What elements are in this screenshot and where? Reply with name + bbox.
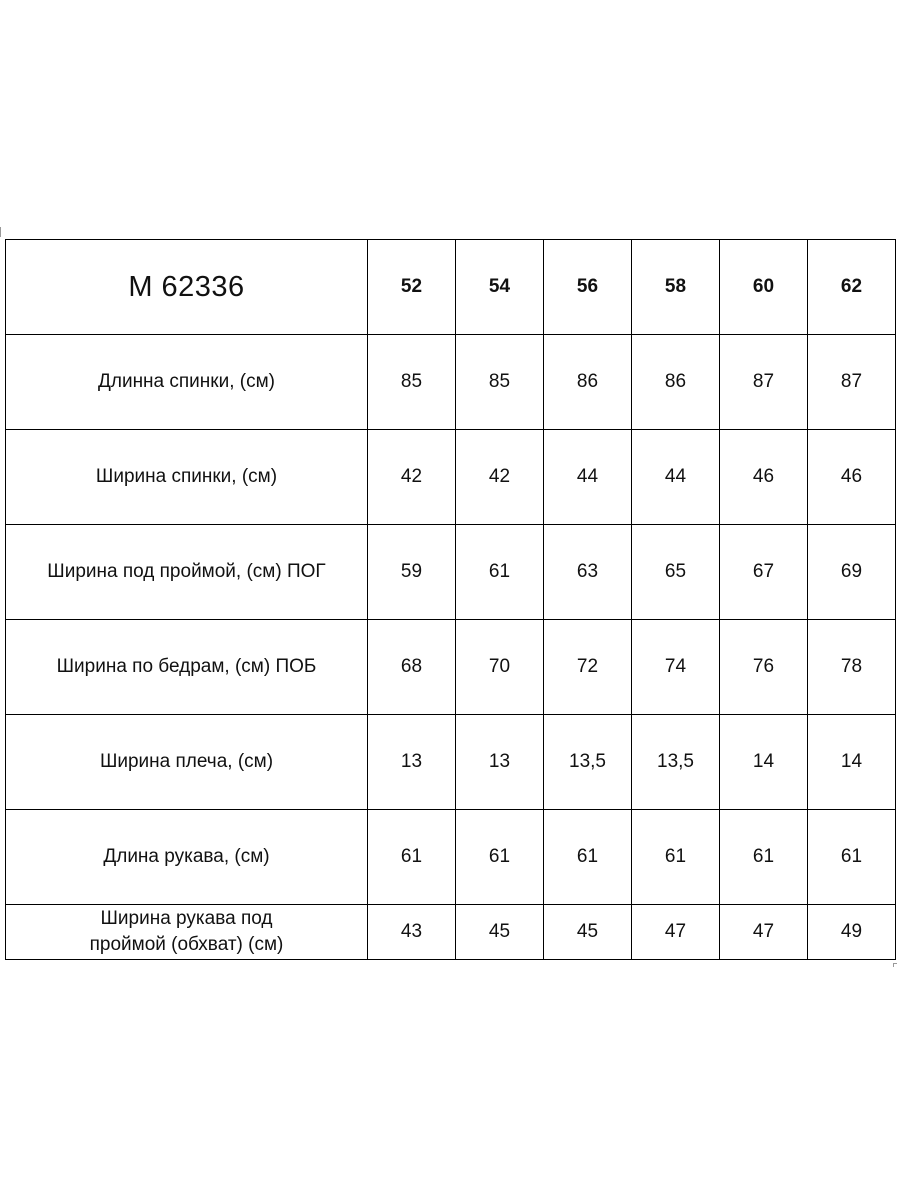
cell-value: 68: [400, 656, 423, 677]
value-cell: [720, 335, 808, 430]
cell-value: 13: [488, 751, 511, 772]
value-cell: [632, 430, 720, 525]
row-label: Длина рукава, (см): [103, 846, 270, 867]
row-label-cell: [6, 335, 368, 430]
cell-value: 61: [488, 846, 511, 867]
value-cell: [368, 715, 456, 810]
row-label-cell: [6, 810, 368, 905]
table-row: [6, 810, 896, 905]
cell-value: 44: [664, 466, 687, 487]
cell-value: 87: [752, 371, 775, 392]
value-cell: [368, 810, 456, 905]
value-cell: [808, 430, 896, 525]
cell-value: 67: [752, 561, 775, 582]
value-cell: [368, 905, 456, 960]
cell-value: 44: [576, 466, 599, 487]
row-label-cell: [6, 430, 368, 525]
value-cell: [456, 905, 544, 960]
cell-value: 61: [576, 846, 599, 867]
cell-value: 61: [400, 846, 423, 867]
value-cell: [544, 430, 632, 525]
cell-value: 14: [840, 751, 863, 772]
cell-value: 74: [664, 656, 687, 677]
value-cell: [544, 810, 632, 905]
value-cell: [808, 715, 896, 810]
cell-value: 13: [400, 751, 423, 772]
cell-value: 49: [840, 921, 863, 942]
size-header: 52: [400, 276, 423, 297]
value-cell: [808, 525, 896, 620]
value-cell: [720, 715, 808, 810]
cell-value: 85: [488, 371, 511, 392]
cell-value: 47: [752, 921, 775, 942]
row-label-line: Ширина рукава под: [100, 908, 273, 929]
value-cell: [720, 620, 808, 715]
value-cell: [368, 620, 456, 715]
size-header-cell: [544, 240, 632, 335]
cell-value: 14: [752, 751, 775, 772]
row-label: Ширина под проймой, (см) ПОГ: [47, 561, 326, 582]
value-cell: [808, 620, 896, 715]
cell-value: 78: [840, 656, 863, 677]
table-row: [6, 335, 896, 430]
size-header: 58: [664, 276, 687, 297]
cell-value: 65: [664, 561, 687, 582]
size-header-cell: [720, 240, 808, 335]
value-cell: [456, 620, 544, 715]
value-cell: [632, 620, 720, 715]
row-label: Ширина по бедрам, (см) ПОБ: [56, 656, 317, 677]
size-header-cell: [808, 240, 896, 335]
size-header-cell: [632, 240, 720, 335]
size-header-cell: [368, 240, 456, 335]
cell-value: 61: [664, 846, 687, 867]
cell-value: 42: [488, 466, 511, 487]
value-cell: [456, 335, 544, 430]
cell-value: 59: [400, 561, 423, 582]
cell-value: 87: [840, 371, 863, 392]
cell-value: 61: [752, 846, 775, 867]
table-header-row: [6, 240, 896, 335]
cell-value: 42: [400, 466, 423, 487]
cell-value: 61: [488, 561, 511, 582]
value-cell: [808, 905, 896, 960]
value-cell: [632, 335, 720, 430]
value-cell: [720, 430, 808, 525]
cell-value: 86: [576, 371, 599, 392]
model-number: М 62336: [128, 270, 245, 303]
cell-value: 86: [664, 371, 687, 392]
row-label: Длинна спинки, (см): [98, 371, 275, 392]
value-cell: [808, 335, 896, 430]
row-label-cell: [6, 715, 368, 810]
value-cell: [456, 525, 544, 620]
value-cell: [544, 525, 632, 620]
cell-value: 61: [840, 846, 863, 867]
size-header-cell: [456, 240, 544, 335]
cell-value: 13,5: [569, 751, 606, 772]
table-row: [6, 620, 896, 715]
cell-value: 85: [400, 371, 423, 392]
value-cell: [456, 810, 544, 905]
row-label-line: проймой (обхват) (см): [89, 934, 284, 955]
value-cell: [808, 810, 896, 905]
table-row: [6, 715, 896, 810]
value-cell: [632, 525, 720, 620]
table-row: [6, 905, 896, 960]
value-cell: [632, 715, 720, 810]
crop-mark: [893, 963, 897, 967]
row-label-cell: [6, 905, 368, 960]
value-cell: [368, 335, 456, 430]
value-cell: [456, 430, 544, 525]
value-cell: [544, 905, 632, 960]
row-label-cell: [6, 525, 368, 620]
value-cell: [544, 620, 632, 715]
cell-value: 70: [488, 656, 511, 677]
row-label: Ширина плеча, (см): [99, 751, 274, 772]
cell-value: 46: [752, 466, 775, 487]
size-header: 60: [752, 276, 775, 297]
value-cell: [632, 810, 720, 905]
value-cell: [720, 525, 808, 620]
value-cell: [720, 905, 808, 960]
value-cell: [632, 905, 720, 960]
cell-value: 43: [400, 921, 423, 942]
size-chart-table: [5, 239, 896, 960]
cell-value: 13,5: [657, 751, 694, 772]
crop-mark: [0, 227, 1, 237]
cell-value: 63: [576, 561, 599, 582]
model-number-cell: [6, 240, 368, 335]
size-header: 62: [840, 276, 863, 297]
cell-value: 76: [752, 656, 775, 677]
value-cell: [456, 715, 544, 810]
value-cell: [368, 525, 456, 620]
row-label-cell: [6, 620, 368, 715]
value-cell: [544, 715, 632, 810]
row-label: Ширина спинки, (см): [95, 466, 278, 487]
table-row: [6, 525, 896, 620]
value-cell: [720, 810, 808, 905]
cell-value: 72: [576, 656, 599, 677]
cell-value: 45: [576, 921, 599, 942]
cell-value: 69: [840, 561, 863, 582]
value-cell: [544, 335, 632, 430]
size-header: 54: [488, 276, 511, 297]
value-cell: [368, 430, 456, 525]
table-row: [6, 430, 896, 525]
cell-value: 46: [840, 466, 863, 487]
cell-value: 45: [488, 921, 511, 942]
cell-value: 47: [664, 921, 687, 942]
size-header: 56: [576, 276, 599, 297]
